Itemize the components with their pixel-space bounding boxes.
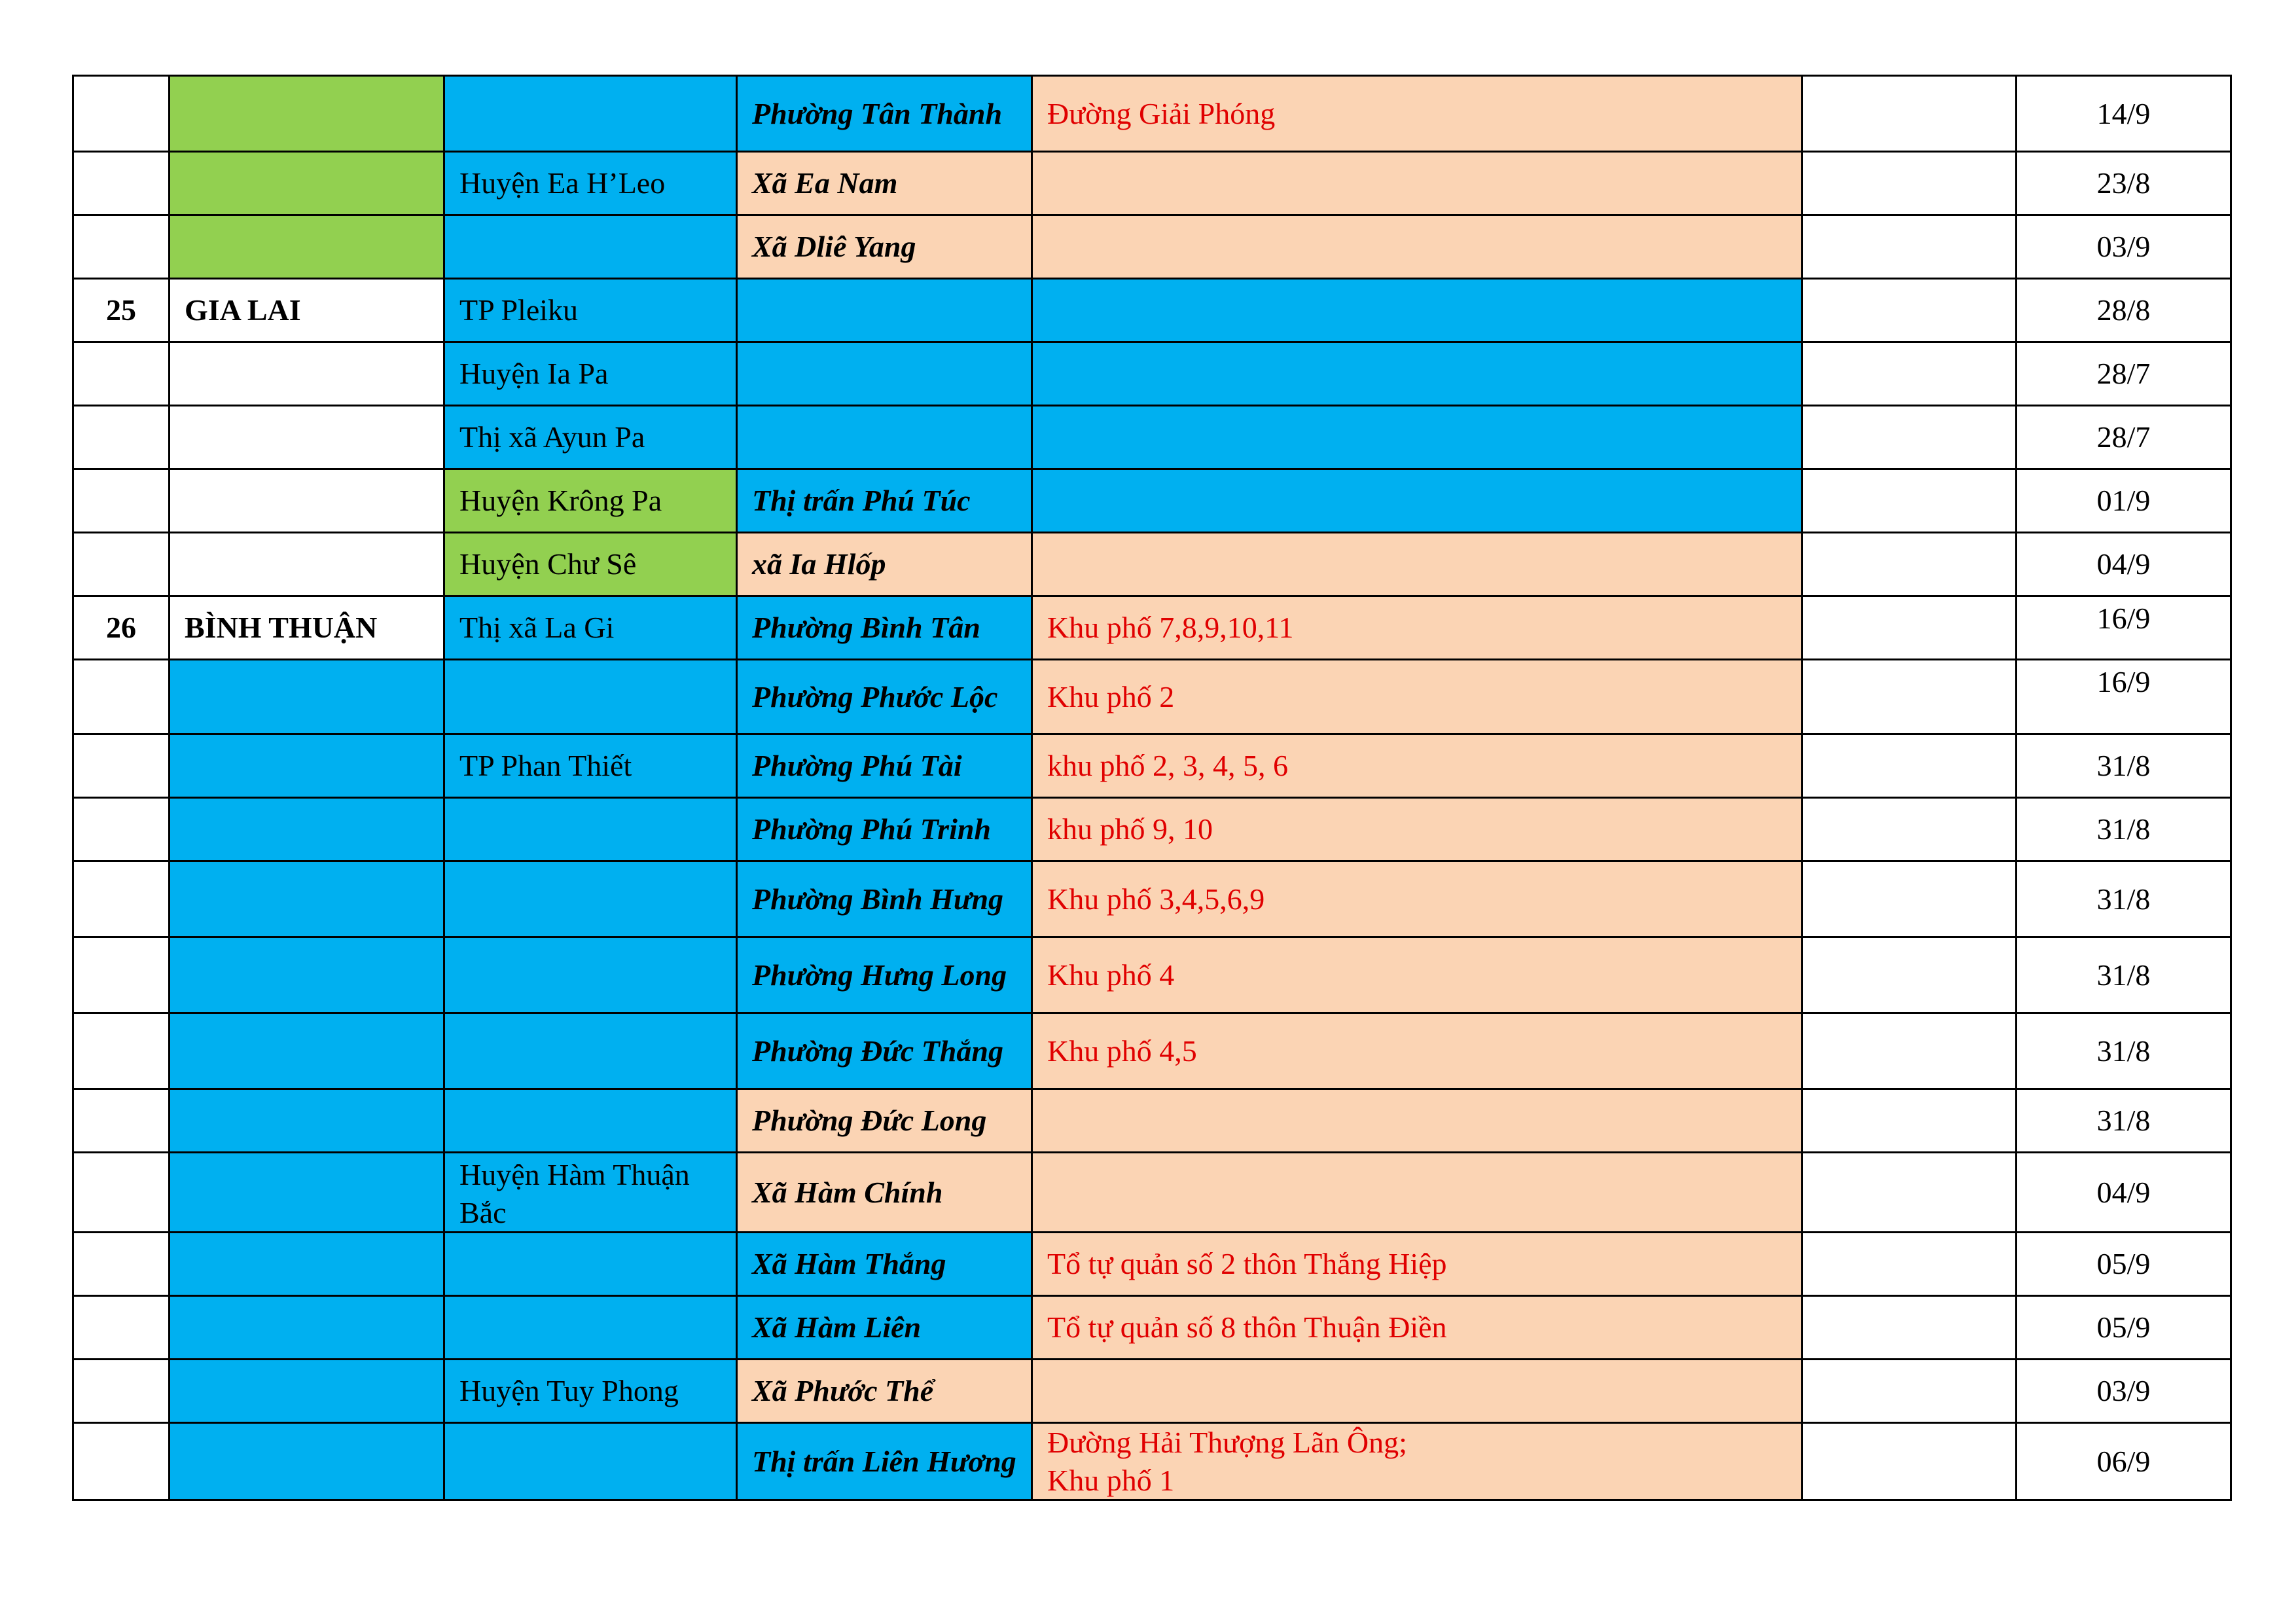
ward-cell: Xã Hàm Chính [737,1153,1032,1233]
detail-cell [1032,734,1803,798]
stt-cell [73,76,170,152]
detail-line: Khu phố 3,4,5,6,9 [1047,882,1265,916]
ward-cell: Thị trấn Liên Hương [737,1423,1032,1500]
date-cell: 04/9 [2017,1153,2231,1233]
table-row [73,1013,2231,1089]
province-cell [170,1360,444,1423]
ward-cell: xã Ia Hlốp [737,533,1032,596]
district-cell: Huyện Chư Sê [444,533,737,596]
stt-cell [73,861,170,937]
note-cell [1803,1423,2017,1500]
table-row [73,1153,2231,1233]
detail-cell [1032,469,1803,533]
district-cell: Huyện Hàm Thuận Bắc [444,1153,737,1233]
district-cell [444,861,737,937]
detail-cell [1032,342,1803,406]
detail-cell [1032,798,1803,861]
ward-cell: Phường Bình Hưng [737,861,1032,937]
district-cell [444,215,737,279]
stt-cell [73,1360,170,1423]
date-cell: 31/8 [2017,1013,2231,1089]
table-row [73,406,2231,469]
note-cell [1803,1360,2017,1423]
province-cell [170,1153,444,1233]
detail-line: Đường Hải Thượng Lãn Ông; [1047,1426,1407,1459]
stt-cell [73,1013,170,1089]
detail-cell [1032,1423,1803,1500]
province-cell [170,1013,444,1089]
stt-cell [73,1296,170,1360]
province-cell [170,76,444,152]
table-row [73,596,2231,660]
note-cell [1803,660,2017,734]
detail-line: Tổ tự quản số 8 thôn Thuận Điền [1047,1310,1447,1344]
stt-cell [73,533,170,596]
detail-cell [1032,1360,1803,1423]
detail-cell [1032,152,1803,215]
detail-cell [1032,1296,1803,1360]
note-cell [1803,406,2017,469]
note-cell [1803,342,2017,406]
note-cell [1803,1233,2017,1296]
zone-table [72,75,2232,1501]
province-cell [170,1233,444,1296]
date-cell: 14/9 [2017,76,2231,152]
ward-cell: Xã Phước Thể [737,1360,1032,1423]
district-cell: TP Phan Thiết [444,734,737,798]
stt-cell [73,1423,170,1500]
note-cell [1803,152,2017,215]
date-cell: 16/9 [2017,596,2231,660]
ward-cell: Phường Phú Trinh [737,798,1032,861]
date-cell: 05/9 [2017,1233,2231,1296]
note-cell [1803,1089,2017,1153]
detail-line: Đường Giải Phóng [1047,96,1276,130]
province-cell [170,734,444,798]
stt-cell [73,734,170,798]
table-row [73,469,2231,533]
note-cell [1803,215,2017,279]
ward-cell: Thị trấn Phú Túc [737,469,1032,533]
stt-cell [73,798,170,861]
district-cell: Thị xã La Gi [444,596,737,660]
table-row [73,1233,2231,1296]
date-cell: 31/8 [2017,861,2231,937]
table-body [73,76,2231,1500]
district-cell: Huyện Ea H’Leo [444,152,737,215]
detail-cell [1032,596,1803,660]
ward-cell: Xã Ea Nam [737,152,1032,215]
table-row [73,1423,2231,1500]
note-cell [1803,533,2017,596]
detail-line: Khu phố 4 [1047,958,1175,992]
district-cell [444,660,737,734]
stt-cell [73,1233,170,1296]
table-row [73,342,2231,406]
province-cell [170,1423,444,1500]
table-row [73,660,2231,734]
note-cell [1803,76,2017,152]
detail-cell [1032,1153,1803,1233]
detail-cell [1032,1233,1803,1296]
ward-cell [737,279,1032,342]
table-row [73,533,2231,596]
stt-cell [73,937,170,1013]
date-cell: 04/9 [2017,533,2231,596]
note-cell [1803,279,2017,342]
table-row [73,152,2231,215]
district-cell [444,1089,737,1153]
province-cell [170,1296,444,1360]
detail-line: Khu phố 7,8,9,10,11 [1047,611,1294,645]
province-cell [170,342,444,406]
date-cell: 16/9 [2017,660,2231,734]
table-row [73,215,2231,279]
date-cell: 28/7 [2017,342,2231,406]
ward-cell: Xã Dliê Yang [737,215,1032,279]
detail-cell [1032,215,1803,279]
detail-line: Khu phố 2 [1047,679,1175,713]
detail-cell [1032,1089,1803,1153]
date-cell: 05/9 [2017,1296,2231,1360]
detail-cell [1032,279,1803,342]
date-cell: 28/8 [2017,279,2231,342]
note-cell [1803,469,2017,533]
stt-cell [73,660,170,734]
date-cell: 28/7 [2017,406,2231,469]
table-row [73,1360,2231,1423]
ward-cell: Phường Bình Tân [737,596,1032,660]
province-cell [170,1089,444,1153]
ward-cell: Phường Phước Lộc [737,660,1032,734]
stt-cell [73,1153,170,1233]
detail-cell [1032,533,1803,596]
ward-cell: Phường Phú Tài [737,734,1032,798]
date-cell: 31/8 [2017,734,2231,798]
province-cell [170,937,444,1013]
ward-cell [737,406,1032,469]
stt-cell [73,342,170,406]
district-cell [444,1233,737,1296]
ward-cell: Phường Tân Thành [737,76,1032,152]
stt-cell [73,152,170,215]
district-cell [444,76,737,152]
province-cell [170,660,444,734]
ward-cell: Phường Đức Long [737,1089,1032,1153]
note-cell [1803,937,2017,1013]
district-cell: TP Pleiku [444,279,737,342]
district-cell [444,937,737,1013]
stt-cell: 26 [73,596,170,660]
district-cell [444,1013,737,1089]
date-cell: 06/9 [2017,1423,2231,1500]
detail-cell [1032,937,1803,1013]
stt-cell [73,215,170,279]
province-cell [170,533,444,596]
ward-cell: Phường Hưng Long [737,937,1032,1013]
province-cell [170,469,444,533]
province-cell [170,406,444,469]
date-cell: 31/8 [2017,798,2231,861]
province-cell [170,798,444,861]
detail-line: Khu phố 4,5 [1047,1034,1197,1068]
ward-cell: Xã Hàm Liên [737,1296,1032,1360]
note-cell [1803,861,2017,937]
date-cell: 31/8 [2017,937,2231,1013]
stt-cell [73,406,170,469]
detail-line: khu phố 9, 10 [1047,812,1213,846]
province-cell [170,215,444,279]
date-cell: 31/8 [2017,1089,2231,1153]
detail-cell [1032,861,1803,937]
detail-line: Khu phố 1 [1047,1463,1175,1497]
date-cell: 23/8 [2017,152,2231,215]
note-cell [1803,1296,2017,1360]
table-row [73,734,2231,798]
ward-cell: Phường Đức Thắng [737,1013,1032,1089]
note-cell [1803,596,2017,660]
stt-cell [73,1089,170,1153]
ward-cell: Xã Hàm Thắng [737,1233,1032,1296]
table-row [73,76,2231,152]
stt-cell [73,469,170,533]
province-cell [170,861,444,937]
date-cell: 03/9 [2017,215,2231,279]
district-cell: Thị xã Ayun Pa [444,406,737,469]
district-cell: Huyện Tuy Phong [444,1360,737,1423]
province-cell: GIA LAI [170,279,444,342]
district-cell [444,1296,737,1360]
note-cell [1803,798,2017,861]
detail-line: khu phố 2, 3, 4, 5, 6 [1047,749,1288,783]
table-row [73,798,2231,861]
district-cell: Huyện Krông Pa [444,469,737,533]
date-cell: 01/9 [2017,469,2231,533]
province-cell: BÌNH THUẬN [170,596,444,660]
table-row [73,861,2231,937]
province-cell [170,152,444,215]
date-cell: 03/9 [2017,1360,2231,1423]
note-cell [1803,734,2017,798]
district-cell [444,1423,737,1500]
stt-cell: 25 [73,279,170,342]
zone-table-sheet [72,75,2230,1501]
district-cell: Huyện Ia Pa [444,342,737,406]
detail-cell [1032,660,1803,734]
district-cell [444,798,737,861]
detail-line: Tổ tự quản số 2 thôn Thắng Hiệp [1047,1247,1447,1281]
table-row [73,1296,2231,1360]
detail-cell [1032,406,1803,469]
table-row [73,937,2231,1013]
table-row [73,279,2231,342]
detail-cell [1032,76,1803,152]
note-cell [1803,1013,2017,1089]
ward-cell [737,342,1032,406]
table-row [73,1089,2231,1153]
note-cell [1803,1153,2017,1233]
detail-cell [1032,1013,1803,1089]
